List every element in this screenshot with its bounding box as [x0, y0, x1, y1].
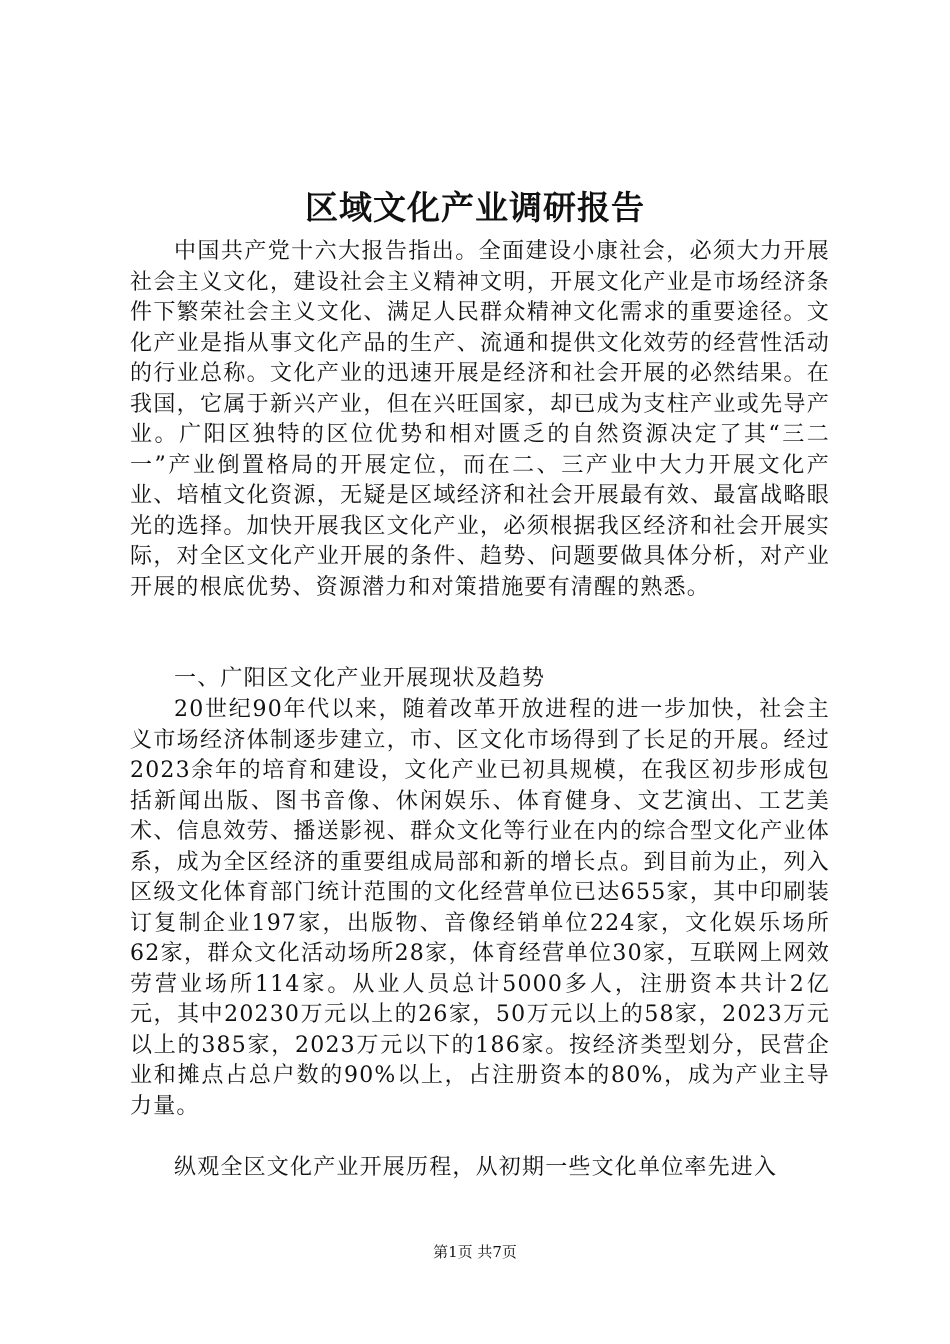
body-paragraph: 20世纪90年代以来，随着改革开放进程的进一步加快，社会主义市场经济体制逐步建立，市、区文化市场得到了长足的开展。经过2023余年的培育和建设，文化产业已初具规模，在我区初步形成包括新闻出版、图书音像、休闲娱乐、体育健身、文艺演出、工艺美术、信息效劳、播送影视、群众文化等行业在内的综合型文化产业体系，成为全区经济的重要组成局部和新的增长点。到目前为止，列入区级文化体育部门统计范围的文化经营单位已达655家，其中印刷装订复制企业197家，出版物、音像经销单位224家，文化娱乐场所62家，群众文化活动场所28家，体育经营单位30家，互联网上网效劳营业场所114家。从业人员总计5000多人，注册资本共计2亿元，其中20230万元以上的26家，50万元以上的58家，2023万元以上的385家，2023万元以下的186家。按经济类型划分，民营企业和摊点占总户数的90%以上，占注册资本的80%，成为产业主导力量。 [130, 697, 830, 1119]
page-indicator: 第1页 共7页 [433, 1243, 517, 1261]
intro-paragraph: 中国共产党十六大报告指出。全面建设小康社会，必须大力开展社会主义文化，建设社会主义精神文明，开展文化产业是市场经济条件下繁荣社会主义文化、满足人民群众精神文化需求的重要途径。文化产业是指从事文化产品的生产、流通和提供文化效劳的经营性活动的行业总称。文化产业的迅速开展是经济和社会开展的必然结果。在我国，它属于新兴产业，但在兴旺国家，却已成为支柱产业或先导产业。广阳区独特的区位优势和相对匮乏的自然资源决定了其“三二一”产业倒置格局的开展定位，而在二、三产业中大力开展文化产业、培植文化资源，无疑是区域经济和社会开展最有效、最富战略眼光的选择。加快开展我区文化产业，必须根据我区经济和社会开展实际，对全区文化产业开展的条件、趋势、问题要做具体分析，对产业开展的根底优势、资源潜力和对策措施要有清醒的熟悉。 [130, 239, 830, 600]
body-paragraph: 纵观全区文化产业开展历程，从初期一些文化单位率先进入 [174, 1155, 778, 1180]
document-title: 区域文化产业调研报告 [305, 188, 645, 227]
section-heading: 一、广阳区文化产业开展现状及趋势 [174, 666, 546, 691]
